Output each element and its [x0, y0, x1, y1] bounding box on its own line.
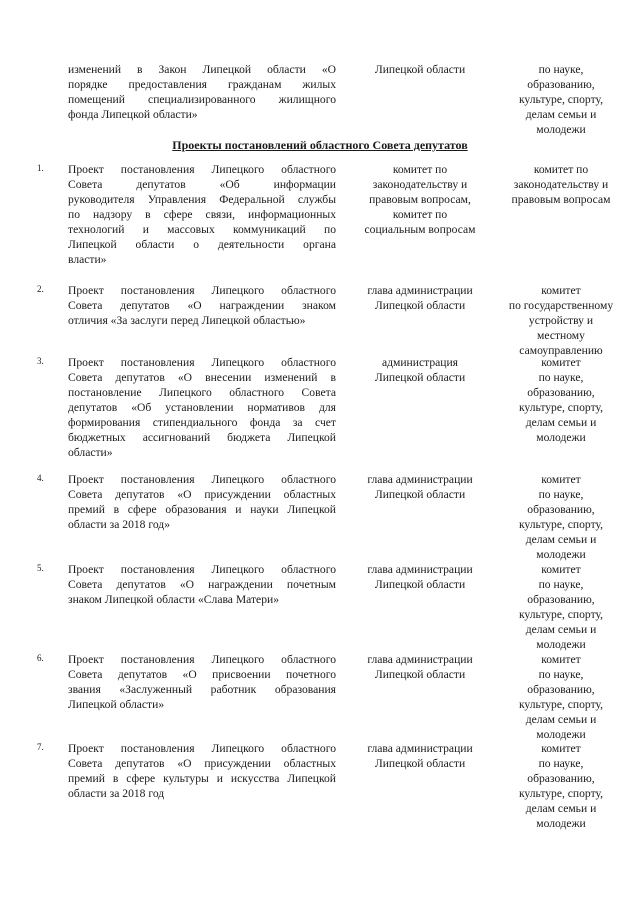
text-line: устройству и [528, 314, 594, 327]
text-line: комитет [541, 473, 581, 486]
text-line: Липецкой области [374, 757, 466, 770]
text-line: Проект постановления Липецкого областного [68, 742, 336, 755]
text-line: самоуправлению [519, 344, 603, 357]
row-committee [496, 741, 626, 831]
text-line: делам семьи и [525, 108, 597, 121]
text-line: молодежи [536, 548, 586, 561]
text-line: депутатов «Об установлении нормативов для [68, 401, 336, 414]
text-line: глава администрации [367, 284, 473, 297]
text-line: по науке, [538, 578, 584, 591]
row-number: 3. [37, 356, 44, 366]
text-line: Проект постановления Липецкого областного [68, 163, 336, 176]
row-committee [496, 355, 626, 445]
text-line: знаком Липецкой области «Слава Матери» [68, 593, 279, 606]
text-line: власти» [68, 253, 107, 266]
text-line: фонда Липецкой области» [68, 108, 198, 121]
text-line: делам семьи и [525, 713, 597, 726]
text-line: образованию, [527, 386, 595, 399]
text-line: молодежи [536, 431, 586, 444]
row-author [349, 741, 491, 771]
text-line: культуре, спорту, [518, 698, 604, 711]
text-line: местному [537, 329, 585, 342]
text-line: постановление Липецкого областного Совета [68, 386, 336, 399]
row-description [68, 741, 336, 801]
row-number: 1. [37, 163, 44, 173]
text-line: комитет по [533, 163, 589, 176]
text-line: делам семьи и [525, 416, 597, 429]
section-heading: Проекты постановлений областного Совета депутатов [172, 138, 468, 152]
text-line: правовым вопросам, [369, 193, 471, 206]
text-line: области за 2018 год [68, 787, 165, 800]
text-line: комитет по [392, 163, 448, 176]
row-committee [496, 562, 626, 652]
text-line: Совета депутатов «Об информации [68, 178, 336, 191]
text-line: премий в сфере образования и науки Липецкой [68, 503, 336, 516]
row-author [349, 562, 491, 592]
row-number: 4. [37, 473, 44, 483]
row-description [68, 355, 336, 460]
row-description [68, 283, 336, 328]
row-description [68, 472, 336, 532]
text-line: законодательству и [372, 178, 468, 191]
text-line: образованию, [527, 78, 595, 91]
text-line: культуре, спорту, [518, 787, 604, 800]
text-line: культуре, спорту, [518, 518, 604, 531]
text-line: области за 2018 год» [68, 518, 170, 531]
text-line: глава администрации [367, 742, 473, 755]
row-number: 2. [37, 284, 44, 294]
row-author [349, 62, 491, 77]
text-line: по науке, [538, 63, 584, 76]
text-line: образованию, [527, 683, 595, 696]
text-line: области» [68, 446, 113, 459]
text-line: по науке, [538, 371, 584, 384]
text-line: глава администрации [367, 653, 473, 666]
text-line: по государственному [508, 299, 614, 312]
row-author [349, 355, 491, 385]
text-line: молодежи [536, 638, 586, 651]
row-number: 6. [37, 653, 44, 663]
text-line: комитет [541, 563, 581, 576]
text-line: образованию, [527, 503, 595, 516]
text-line: Проект постановления Липецкого областного [68, 653, 336, 666]
row-author [349, 472, 491, 502]
text-line: Проект постановления Липецкого областного [68, 563, 336, 576]
text-line: по надзору в сфере связи, информационных [68, 208, 336, 221]
text-line: молодежи [536, 817, 586, 830]
text-line: порядке предоставления гражданам жилых [68, 78, 336, 91]
text-line: Совета депутатов «О присвоении почетного [68, 668, 336, 681]
text-line: отличия «За заслуги перед Липецкой областью» [68, 314, 306, 327]
text-line: Липецкой области [374, 371, 466, 384]
text-line: Совета депутатов «О присуждении областных [68, 757, 336, 770]
text-line: по науке, [538, 668, 584, 681]
text-line: Липецкой области [374, 668, 466, 681]
text-line: Липецкой области [374, 299, 466, 312]
text-line: Совета депутатов «О присуждении областных [68, 488, 336, 501]
row-committee [496, 162, 626, 207]
text-line: глава администрации [367, 473, 473, 486]
text-line: руководителя Управления Федеральной службы [68, 193, 336, 206]
text-line: Липецкой области [374, 578, 466, 591]
text-line: Совета депутатов «О награждении знаком [68, 299, 336, 312]
text-line: Проект постановления Липецкого областного [68, 356, 336, 369]
text-line: звания «Заслуженный работник образования [68, 683, 336, 696]
row-description [68, 652, 336, 712]
row-committee [496, 283, 626, 358]
text-line: комитет [541, 284, 581, 297]
text-line: Липецкой области о деятельности органа [68, 238, 336, 251]
row-description [68, 62, 336, 122]
row-author [349, 162, 491, 237]
row-description [68, 562, 336, 607]
text-line: администрация [381, 356, 459, 369]
text-line: правовым вопросам [511, 193, 611, 206]
text-line: Липецкой области [374, 488, 466, 501]
text-line: делам семьи и [525, 802, 597, 815]
row-committee [496, 62, 626, 137]
text-line: Совета депутатов «О внесении изменений в [68, 371, 336, 384]
text-line: комитет по [392, 208, 448, 221]
text-line: помещений специализированного жилищного [68, 93, 336, 106]
text-line: комитет [541, 742, 581, 755]
text-line: образованию, [527, 593, 595, 606]
row-author [349, 283, 491, 313]
text-line: Проект постановления Липецкого областного [68, 284, 336, 297]
text-line: глава администрации [367, 563, 473, 576]
text-line: культуре, спорту, [518, 93, 604, 106]
text-line: технологий и массовых коммуникаций по [68, 223, 336, 236]
row-description [68, 162, 336, 267]
text-line: культуре, спорту, [518, 401, 604, 414]
text-line: делам семьи и [525, 623, 597, 636]
row-author [349, 652, 491, 682]
text-line: формирования стипендиального фонда за счет [68, 416, 336, 429]
text-line: Липецкой области [374, 63, 466, 76]
text-line: по науке, [538, 757, 584, 770]
text-line: культуре, спорту, [518, 608, 604, 621]
text-line: делам семьи и [525, 533, 597, 546]
row-number: 7. [37, 742, 44, 752]
text-line: Проект постановления Липецкого областного [68, 473, 336, 486]
text-line: бюджетных ассигнований бюджета Липецкой [68, 431, 336, 444]
text-line: изменений в Закон Липецкой области «О [68, 63, 336, 76]
text-line: Совета депутатов «О награждении почетным [68, 578, 336, 591]
text-line: по науке, [538, 488, 584, 501]
text-line: комитет [541, 653, 581, 666]
text-line: образованию, [527, 772, 595, 785]
text-line: премий в сфере культуры и искусства Липецкой [68, 772, 336, 785]
text-line: Липецкой области» [68, 698, 165, 711]
row-committee [496, 472, 626, 562]
row-committee [496, 652, 626, 742]
text-line: социальным вопросам [364, 223, 476, 236]
text-line: молодежи [536, 728, 586, 741]
text-line: комитет [541, 356, 581, 369]
text-line: молодежи [536, 123, 586, 136]
row-number: 5. [37, 563, 44, 573]
text-line: законодательству и [513, 178, 609, 191]
